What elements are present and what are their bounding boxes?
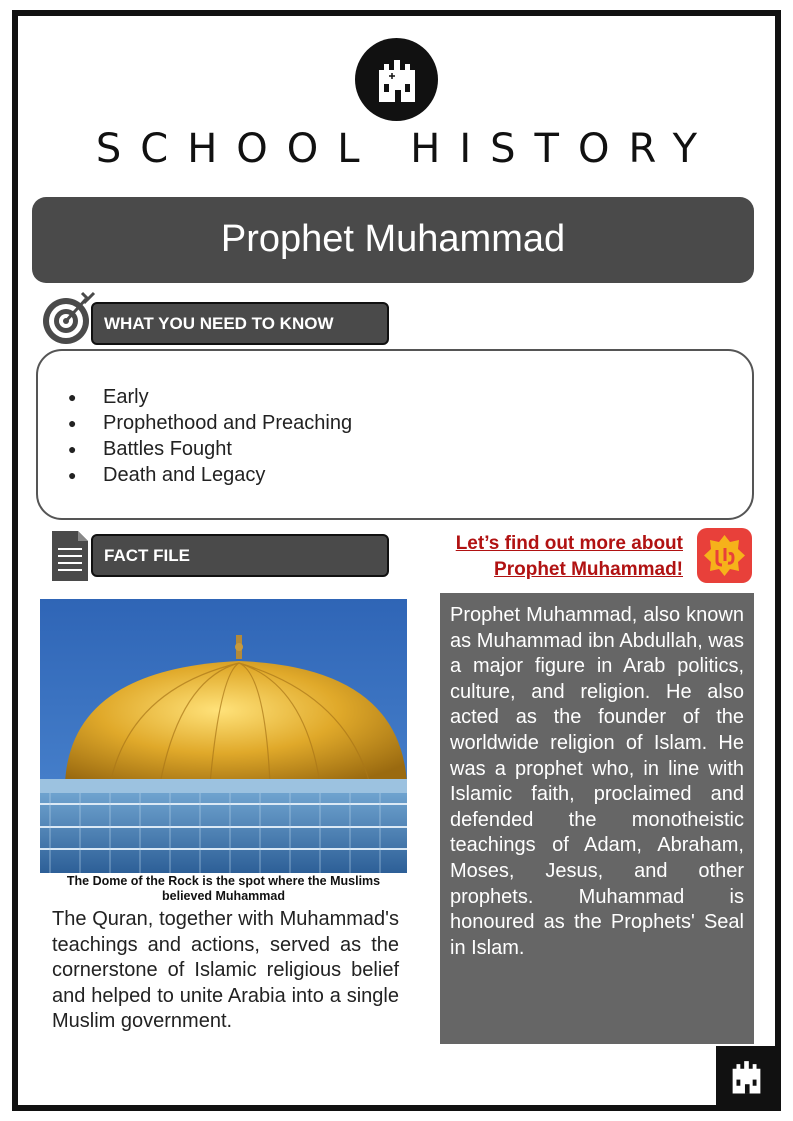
body-paragraph-left: The Quran, together with Muhammad's teachings and actions, served as the cornerstone of Islamic religious belief and helped to unite Arabia into a single Muslim government. — [52, 908, 399, 1033]
topic-list — [68, 384, 352, 488]
promo-link[interactable]: Let’s find out more about Prophet Muhammad! — [455, 533, 683, 580]
list-item: ● Death and Legacy — [68, 464, 266, 486]
app-logo-icon[interactable] — [697, 528, 752, 583]
list-item: ● Battles Fought — [68, 438, 232, 460]
list-item: ● Early — [68, 386, 149, 408]
section-label-fact-file: FACT FILE — [91, 534, 389, 577]
title-banner — [32, 197, 754, 283]
castle-icon — [355, 38, 438, 121]
page-title: Prophet Muhammad — [220, 218, 566, 260]
fact-box — [440, 593, 754, 1044]
corner-castle-icon — [716, 1046, 777, 1107]
need-to-know-box — [36, 349, 754, 520]
list-item: ● Prophethood and Preaching — [68, 412, 353, 434]
target-icon — [40, 289, 96, 347]
section-label-need-to-know: WHAT YOU NEED TO KNOW — [91, 302, 389, 345]
image-caption: The Dome of the Rock is the spot where the Muslims believed Muhammad — [66, 874, 381, 903]
document-icon — [50, 529, 90, 583]
fact-box-paragraph: Prophet Muhammad, also known as Muhammad ibn Abdullah, was a major figure in Arab politics, culture, and religion. He also acted as the founder of the worldwide religion of Islam. He was a prophet who, in line with Islamic faith, proclaimed and defended the monotheistic teachings of Adam, Abraham, Moses, Jesus, and other prophets. Muhammad is honoured as the Prophets' Seal in Islam. — [450, 604, 744, 959]
dome-of-the-rock-image — [40, 599, 407, 873]
brand-title: SCHOOL HISTORY — [95, 126, 717, 172]
